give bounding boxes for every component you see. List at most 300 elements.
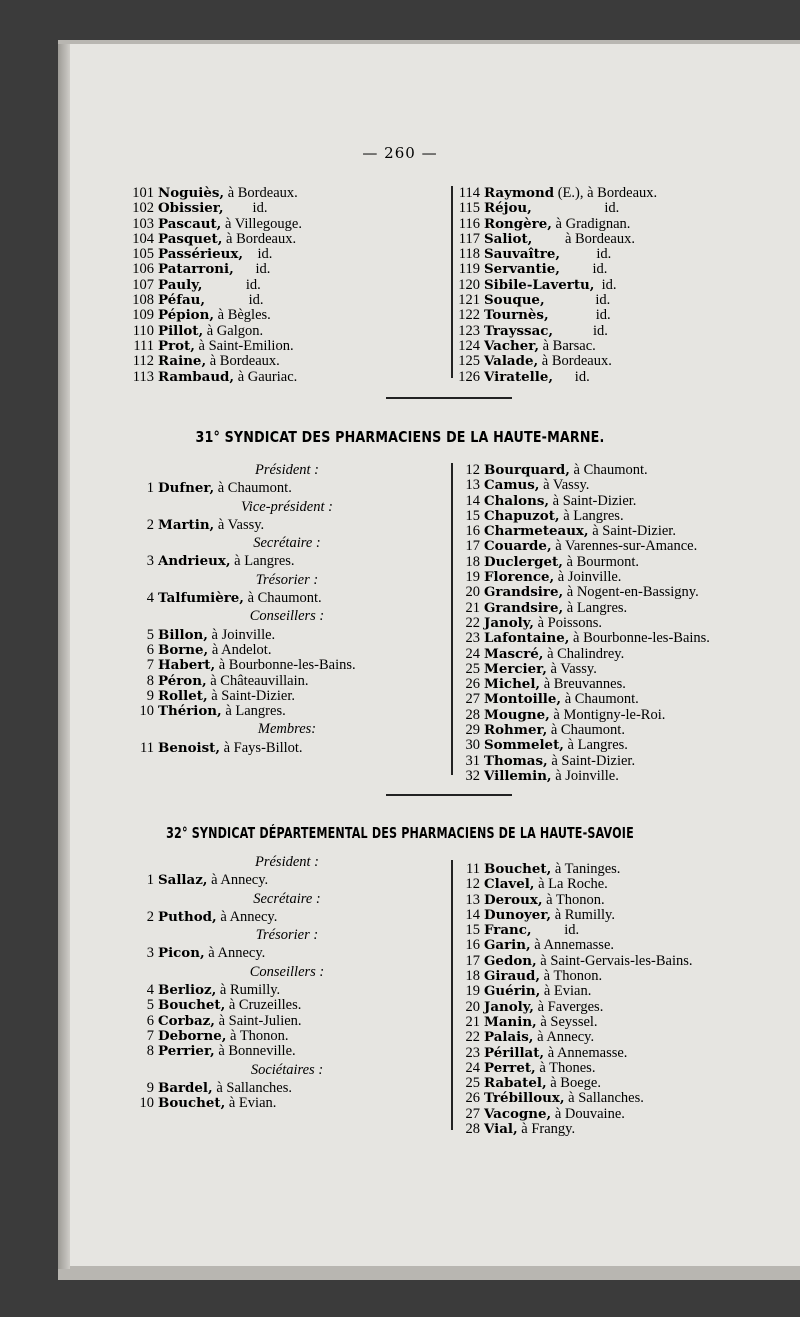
entry-location: à Chaumont. [243, 590, 322, 607]
entry-location: id. [243, 246, 273, 263]
pharmacist-name: Martin, [158, 516, 215, 533]
entry-location: id. [223, 200, 268, 217]
pharmacist-name: Bourquard, [484, 462, 570, 478]
entry-number: 4 [146, 982, 154, 999]
pharmacist-name: Péfau, [158, 292, 206, 309]
pharmacist-name: Vacher, [484, 337, 539, 354]
entry-location: à Rumilly. [216, 982, 281, 999]
entry-location: à Frangy. [517, 1121, 576, 1138]
list-item [458, 708, 788, 723]
entry-number: 26 [465, 1090, 480, 1107]
entry-number: 7 [146, 657, 154, 674]
list-item [458, 570, 788, 585]
list-item [458, 247, 778, 262]
pharmacist-name: Réjou, [484, 200, 532, 217]
top-left-column [132, 186, 442, 385]
pharmacist-name: Charmeteaux, [484, 523, 589, 540]
list-item [458, 769, 788, 784]
list-item [132, 324, 442, 339]
list-item [458, 1122, 788, 1137]
pharmacist-name: Vacogne, [484, 1105, 552, 1122]
list-item [458, 370, 778, 385]
list-item [132, 247, 442, 262]
pharmacist-name: Bouchet, [158, 1095, 226, 1112]
entry-location: à Langres. [563, 737, 628, 754]
pharmacist-name: Périllat, [484, 1044, 545, 1061]
entry-location: à Langres. [230, 553, 295, 570]
role-label: Secrétaire : [253, 890, 321, 907]
pharmacist-name: Obissier, [158, 200, 224, 217]
entry-number: 28 [465, 706, 480, 723]
entry-location: à Vassy. [539, 477, 590, 494]
entry-location: à Evian. [540, 983, 592, 1000]
list-item [458, 738, 788, 753]
entry-number: 8 [146, 672, 154, 689]
entry-location: à Saint-Julien. [214, 1012, 302, 1029]
entry-number: 20 [465, 584, 480, 601]
entry-location: à Vassy. [546, 660, 597, 677]
pharmacist-name: Bardel, [158, 1079, 213, 1096]
entry-location: à Varennes-sur-Amance. [551, 538, 698, 555]
pharmacist-name: Palais, [484, 1029, 534, 1046]
list-item [132, 628, 442, 643]
pharmacist-name: Dunoyer, [484, 906, 552, 923]
entry-location: à Bordeaux. [206, 353, 280, 370]
entry-location: à Joinville. [207, 626, 276, 643]
entry-location: à Saint-Emilion. [194, 337, 294, 354]
entry-location: à Annemasse. [544, 1044, 628, 1061]
entry-number: 111 [133, 337, 154, 354]
list-item [458, 969, 788, 984]
list-item [458, 1091, 788, 1106]
pharmacist-name: Trayssac, [484, 322, 554, 339]
entry-number: 14 [465, 492, 480, 509]
section-32-left-column [132, 852, 442, 1111]
section-31-column-divider [451, 463, 453, 775]
pharmacist-name: Camus, [484, 477, 540, 494]
list-item [458, 478, 788, 493]
pharmacist-name: Pépion, [158, 307, 215, 324]
entry-number: 21 [465, 599, 480, 616]
pharmacist-name: Thérion, [158, 703, 222, 720]
entry-number: 22 [465, 614, 480, 631]
entry-location: à Cruzeilles. [225, 997, 302, 1014]
entry-number: 112 [132, 353, 154, 370]
entry-number: 125 [458, 353, 480, 370]
entry-location: id. [548, 307, 611, 324]
list-item [458, 339, 778, 354]
entry-location: à Annecy. [533, 1029, 595, 1046]
list-item [458, 616, 788, 631]
pharmacist-name: Vial, [484, 1121, 518, 1138]
list-item [458, 293, 778, 308]
entry-location: id. [553, 368, 590, 385]
list-item [132, 643, 442, 658]
entry-location: à Bourbonne-les-Bains. [569, 630, 710, 647]
entry-number: 9 [146, 687, 154, 704]
pharmacist-name: Manin, [484, 1013, 537, 1030]
entry-number: 5 [146, 626, 154, 643]
top-column-divider [451, 186, 453, 378]
role-label: Président : [254, 854, 320, 870]
entry-number: 114 [458, 185, 480, 201]
list-item [458, 647, 788, 662]
list-item [132, 658, 442, 673]
list-item [132, 1014, 442, 1029]
list-item [132, 262, 442, 277]
entry-location: id. [594, 276, 617, 293]
role-label: Vice-président : [241, 498, 333, 515]
entry-location: à Rumilly. [551, 906, 615, 923]
entry-number: 117 [458, 230, 480, 247]
entry-number: 113 [132, 368, 154, 385]
list-item [132, 1081, 442, 1096]
pharmacist-name: Rabatel, [484, 1075, 547, 1092]
pharmacist-name: Garin, [484, 937, 531, 954]
entry-number: 17 [465, 538, 480, 555]
list-item [132, 308, 442, 323]
list-item [458, 585, 788, 600]
pharmacist-name: Perrier, [158, 1043, 215, 1060]
pharmacist-name: Talfumière, [158, 590, 244, 607]
entry-location: à Bourmont. [562, 553, 640, 570]
pharmacist-name: Berlioz, [158, 982, 217, 999]
pharmacist-name: Rohmer, [484, 722, 548, 739]
list-item [132, 354, 442, 369]
entry-number: 30 [465, 737, 480, 754]
entry-number: 119 [458, 261, 480, 278]
list-item [458, 1030, 788, 1045]
entry-location: à Bonneville. [214, 1043, 296, 1060]
pharmacist-name: Puthod, [158, 908, 217, 925]
entry-number: 124 [458, 337, 480, 354]
list-item [132, 674, 442, 689]
pharmacist-name: Perret, [484, 1059, 536, 1076]
pharmacist-name: Guérin, [484, 983, 541, 1000]
entry-location: à Sallanches. [564, 1090, 644, 1107]
pharmacist-name: Villemin, [484, 767, 552, 784]
entry-location: à Langres. [221, 703, 286, 720]
entry-location: à La Roche. [534, 876, 608, 893]
pharmacist-name: Viratelle, [484, 368, 554, 385]
pharmacist-name: Mascré, [484, 645, 544, 662]
list-item [132, 518, 442, 533]
entry-number: 1 [146, 872, 154, 889]
entry-location: à Thonon. [540, 968, 603, 985]
list-item [458, 217, 778, 232]
entry-location: à Bordeaux. [222, 230, 297, 247]
entry-number: 101 [132, 185, 154, 201]
pharmacist-name: Habert, [158, 657, 216, 674]
list-item [132, 201, 442, 216]
pharmacist-name: Noguiès, [158, 185, 225, 201]
entry-location: id. [553, 322, 608, 339]
list-item [458, 324, 778, 339]
entry-number: 26 [465, 676, 480, 693]
pharmacist-name: Gedon, [484, 952, 537, 969]
pharmacist-name: Grandsire, [484, 599, 564, 616]
section-32-column-divider [451, 860, 453, 1130]
list-item [132, 873, 442, 888]
list-item [458, 1000, 788, 1015]
list-item [458, 938, 788, 953]
section-31-left-column [132, 460, 442, 756]
entry-number: 24 [465, 645, 480, 662]
pharmacist-name: Souque, [484, 292, 545, 309]
entry-location: à Galgon. [203, 322, 264, 339]
entry-number: 15 [465, 507, 480, 524]
role-label: Président : [254, 462, 320, 478]
pharmacist-name: Chalons, [484, 492, 550, 509]
entry-number: 123 [458, 322, 480, 339]
entry-location: (E.), à Bordeaux. [554, 185, 658, 201]
pharmacist-name: Franc, [484, 922, 532, 939]
list-item [458, 862, 788, 877]
entry-location: à Nogent-en-Bassigny. [563, 584, 699, 601]
role-label: Membres: [257, 721, 317, 738]
entry-number: 103 [132, 215, 154, 232]
entry-number: 24 [465, 1059, 480, 1076]
pharmacist-name: Corbaz, [158, 1012, 215, 1029]
pharmacist-name: Michel, [484, 676, 541, 693]
list-item [132, 704, 442, 719]
pharmacist-name: Giraud, [484, 968, 541, 985]
pharmacist-name: Andrieux, [158, 553, 231, 570]
list-item [132, 741, 442, 756]
pharmacist-name: Trébilloux, [484, 1090, 565, 1107]
pharmacist-name: Borne, [158, 641, 209, 658]
pharmacist-name: Montoille, [484, 691, 562, 708]
list-item [458, 984, 788, 999]
entry-location: à Chaumont. [547, 722, 625, 739]
pharmacist-name: Benoist, [158, 739, 220, 756]
pharmacist-name: Pascaut, [158, 215, 222, 232]
entry-location: à Seyssel. [536, 1013, 598, 1030]
list-item [132, 591, 442, 606]
entry-number: 16 [465, 523, 480, 540]
entry-location: à Breuvannes. [540, 676, 626, 693]
entry-number: 2 [146, 516, 154, 533]
entry-location: à Villegouge. [221, 215, 302, 232]
pharmacist-name: Passérieux, [158, 246, 244, 263]
entry-location: à Annemasse. [530, 937, 615, 954]
entry-number: 8 [146, 1043, 154, 1060]
entry-number: 31 [465, 752, 480, 769]
pharmacist-name: Raine, [158, 353, 207, 370]
entry-number: 32 [465, 767, 480, 784]
entry-location: à Taninges. [551, 861, 621, 877]
list-item [458, 278, 778, 293]
entry-location: à Bordeaux. [532, 230, 635, 247]
section-32-right-column [458, 862, 788, 1137]
list-item [458, 201, 778, 216]
entry-location: à Gradignan. [551, 215, 631, 232]
entry-location: id. [559, 261, 608, 278]
list-item [458, 354, 778, 369]
entry-number: 3 [146, 553, 154, 570]
pharmacist-name: Picon, [158, 945, 205, 962]
pharmacist-name: Valade, [484, 353, 539, 370]
entry-number: 118 [458, 246, 480, 263]
entry-number: 17 [465, 952, 480, 969]
entry-location: id. [205, 292, 264, 309]
list-item [132, 1044, 442, 1059]
entry-number: 110 [132, 322, 154, 339]
section-31-heading: 31° SYNDICAT DES PHARMACIENS DE LA HAUTE-MARNE. [195, 428, 605, 446]
list-item [458, 555, 788, 570]
list-item [458, 723, 788, 738]
list-item [458, 754, 788, 769]
list-item [458, 524, 788, 539]
entry-number: 28 [465, 1121, 480, 1138]
pharmacist-name: Bouchet, [484, 861, 552, 877]
page-spine [58, 44, 70, 1269]
role-label: Secrétaire : [253, 535, 321, 552]
pharmacist-name: Thomas, [484, 752, 548, 769]
entry-location: à Bordeaux. [224, 185, 298, 201]
entry-number: 19 [465, 569, 480, 586]
list-item [458, 601, 788, 616]
entry-location: à Thones. [535, 1059, 596, 1076]
entry-number: 27 [465, 1105, 480, 1122]
list-item [132, 689, 442, 704]
list-item [132, 278, 442, 293]
pharmacist-name: Couarde, [484, 538, 552, 555]
list-item [458, 494, 788, 509]
entry-location: id. [544, 292, 611, 309]
entry-location: à Annecy. [204, 945, 266, 962]
list-item [458, 186, 778, 201]
entry-number: 16 [465, 937, 480, 954]
entry-location: id. [560, 246, 612, 263]
list-item [458, 1015, 788, 1030]
entry-location: à Annecy. [207, 872, 269, 889]
entry-number: 12 [465, 876, 480, 893]
entry-number: 126 [458, 368, 480, 385]
pharmacist-name: Pasquet, [158, 230, 223, 247]
entry-number: 15 [465, 922, 480, 939]
entry-number: 18 [465, 553, 480, 570]
entry-number: 19 [465, 983, 480, 1000]
entry-location: à Saint-Gervais-les-Bains. [536, 952, 693, 969]
pharmacist-name: Sommelet, [484, 737, 564, 754]
entry-number: 106 [132, 261, 154, 278]
entry-location: à Vassy. [214, 516, 265, 533]
entry-location: à Faverges. [533, 998, 604, 1015]
role-label: Conseillers : [249, 608, 325, 625]
pharmacist-name: Deroux, [484, 891, 543, 908]
entry-number: 3 [146, 945, 154, 962]
entry-number: 13 [465, 891, 480, 908]
list-item [458, 463, 788, 478]
pharmacist-name: Rambaud, [158, 368, 235, 385]
list-item [458, 954, 788, 969]
entry-number: 20 [465, 998, 480, 1015]
top-right-column [458, 186, 778, 385]
entry-location: à Annecy. [216, 908, 278, 925]
entry-number: 11 [140, 739, 154, 756]
entry-number: 14 [465, 906, 480, 923]
list-item [132, 1029, 442, 1044]
entry-number: 104 [132, 230, 154, 247]
list-item [458, 262, 778, 277]
role-label: Trésorier : [255, 571, 319, 588]
section-31-right-column [458, 463, 788, 784]
list-item [458, 923, 788, 938]
entry-location: id. [202, 276, 261, 293]
pharmacist-name: Billon, [158, 626, 208, 643]
entry-location: à Chaumont. [561, 691, 639, 708]
entry-location: à Montigny-le-Roi. [549, 706, 666, 723]
list-item [458, 539, 788, 554]
entry-location: à Thonon. [226, 1027, 289, 1044]
list-item [132, 339, 442, 354]
list-item [458, 893, 788, 908]
entry-location: à Bourbonne-les-Bains. [215, 657, 356, 674]
pharmacist-name: Janoly, [484, 998, 534, 1015]
entry-number: 107 [132, 276, 154, 293]
entry-number: 27 [465, 691, 480, 708]
pharmacist-name: Bouchet, [158, 997, 226, 1014]
list-item [458, 662, 788, 677]
pharmacist-name: Clavel, [484, 876, 535, 893]
entry-location: à Poissons. [533, 614, 603, 631]
pharmacist-name: Tournès, [484, 307, 549, 324]
pharmacist-name: Prot, [158, 337, 195, 354]
list-item [458, 908, 788, 923]
entry-location: à Boege. [546, 1075, 601, 1092]
list-item [458, 1107, 788, 1122]
pharmacist-name: Janoly, [484, 614, 534, 631]
pharmacist-name: Servantie, [484, 261, 560, 278]
list-item [458, 509, 788, 524]
entry-location: id. [531, 922, 580, 939]
entry-location: à Bègles. [214, 307, 271, 324]
entry-location: à Joinville. [554, 569, 622, 586]
entry-location: à Chaumont. [214, 480, 292, 497]
list-item [132, 554, 442, 569]
entry-location: à Evian. [225, 1095, 277, 1112]
entry-number: 109 [132, 307, 154, 324]
list-item [132, 1096, 442, 1111]
entry-number: 105 [132, 246, 154, 263]
section-rule-31 [386, 397, 512, 399]
entry-number: 1 [146, 480, 154, 497]
entry-number: 6 [146, 1012, 154, 1029]
list-item [132, 293, 442, 308]
entry-location: à Saint-Dizier. [588, 523, 676, 540]
entry-number: 10 [139, 703, 154, 720]
pharmacist-name: Chapuzot, [484, 507, 560, 524]
entry-location: à Gauriac. [234, 368, 298, 385]
section-rule-32 [386, 794, 512, 796]
entry-location: id. [531, 200, 620, 217]
list-item [458, 1061, 788, 1076]
entry-location: à Chaumont. [569, 462, 648, 478]
list-item [458, 308, 778, 323]
entry-number: 18 [465, 968, 480, 985]
list-item [458, 692, 788, 707]
list-item [458, 677, 788, 692]
pharmacist-name: Patarroni, [158, 261, 234, 278]
list-item [132, 217, 442, 232]
pharmacist-name: Mercier, [484, 660, 547, 677]
entry-location: à Bordeaux. [538, 353, 612, 370]
section-32-heading: 32° SYNDICAT DÉPARTEMENTAL DES PHARMACIENS DE LA HAUTE-SAVOIE [166, 824, 634, 842]
entry-number: 7 [146, 1027, 154, 1044]
list-item [132, 998, 442, 1013]
entry-number: 115 [458, 200, 480, 217]
